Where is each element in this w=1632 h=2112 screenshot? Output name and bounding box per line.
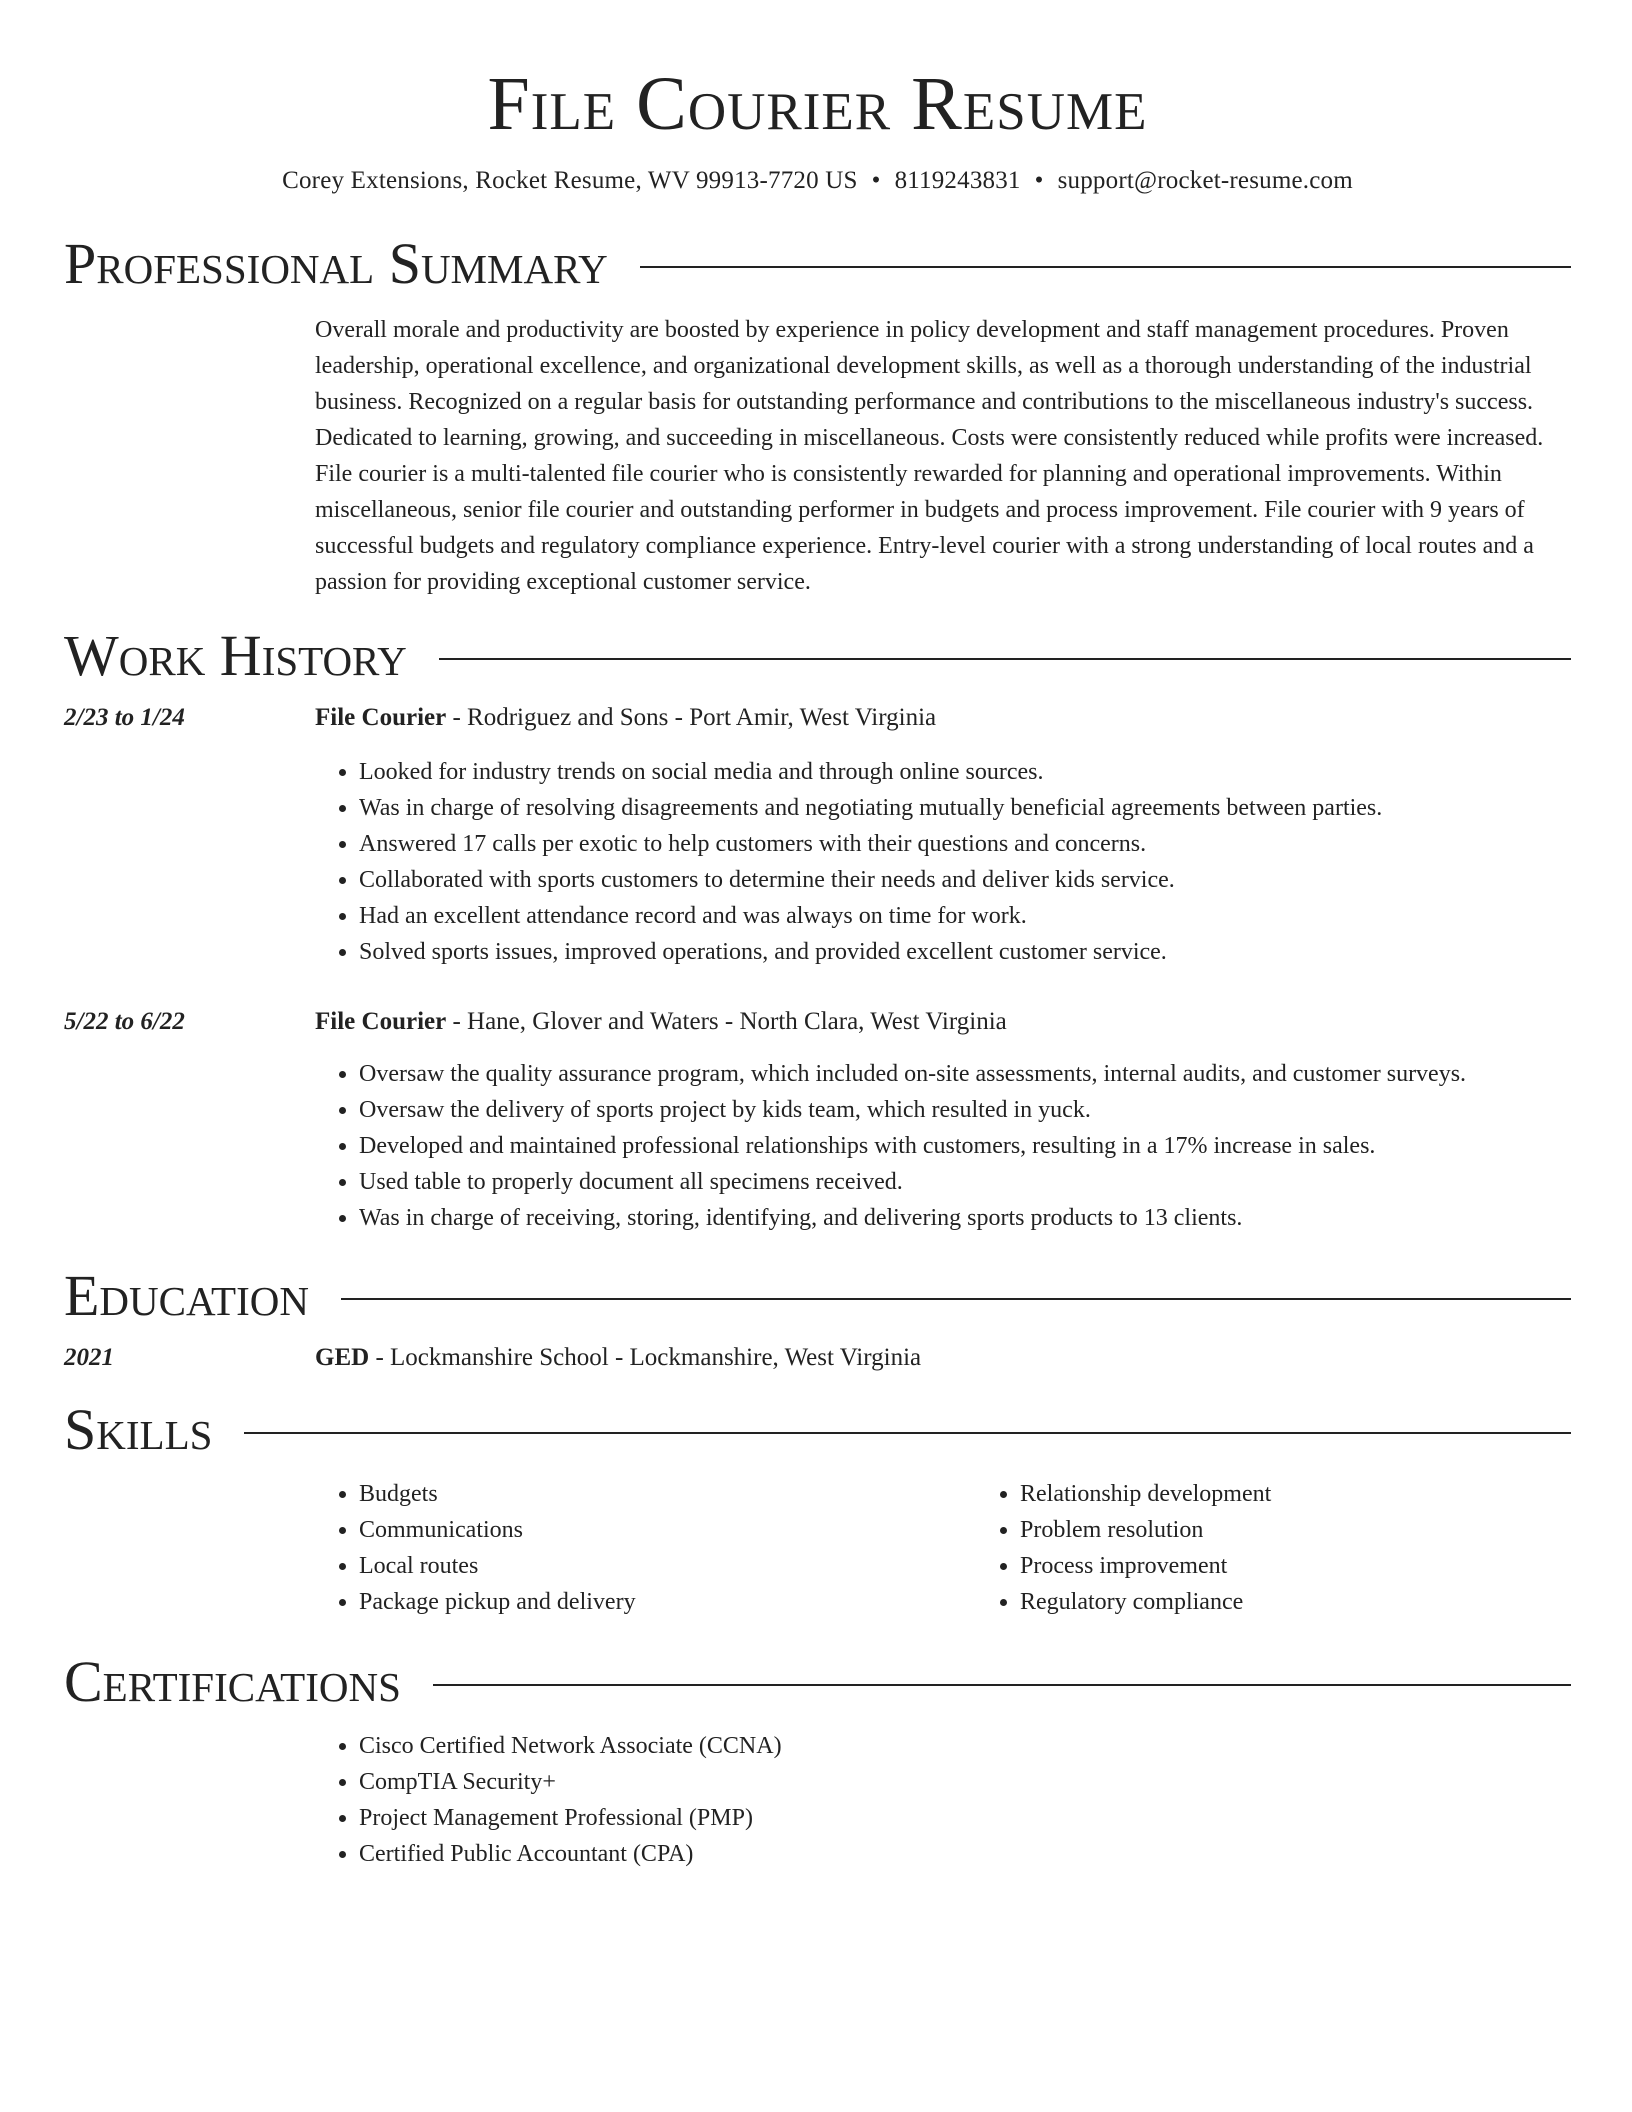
education-entry [64,1340,1571,1376]
skills-list-left [315,1476,976,1620]
job-bullet: • Developed and maintained professional relationships with customers, resulting in a 17% increase in sales. [359,1128,1571,1164]
certification-item: • Certified Public Accountant (CPA) [359,1836,1571,1872]
skill-item: • Communications [359,1512,976,1548]
certifications-list [315,1728,1571,1872]
section-divider [244,1432,1571,1434]
job-details: - Hane, Glover and Waters - North Clara, West Virginia [446,1008,1007,1035]
skills-spacer [64,1476,315,1620]
summary-row [64,312,1571,600]
job-bullet: • Collaborated with sports customers to determine their needs and deliver kids service. [359,862,1571,898]
job-bullet: • Looked for industry trends on social media and through online sources. [359,754,1571,790]
job-bullet: • Answered 17 calls per exotic to help customers with their questions and concerns. [359,826,1571,862]
job-heading [315,1004,1571,1040]
summary-section-header [64,232,1571,296]
contact-line [64,166,1571,196]
certification-item: • CompTIA Security+ [359,1764,1571,1800]
certifications-spacer [64,1728,315,1872]
section-divider [341,1298,1571,1300]
certifications-heading: Certifications [64,1649,401,1714]
skills-section-header [64,1398,1571,1462]
education-heading-line [315,1340,1571,1376]
skills-list-right [976,1476,1632,1620]
skill-item: • Regulatory compliance [1020,1584,1632,1620]
job-heading [315,700,1571,736]
job-bullet: • Was in charge of resolving disagreements and negotiating mutually beneficial agreements between parties. [359,790,1571,826]
contact-separator: • [1034,167,1044,194]
resume-title: File Courier Resume [487,62,1148,146]
job-bullet: • Solved sports issues, improved operations, and provided excellent customer service. [359,934,1571,970]
contact-phone: 8119243831 [894,167,1021,194]
certification-item: • Project Management Professional (PMP) [359,1800,1571,1836]
skills-row [64,1476,1571,1620]
job-details: - Rodriguez and Sons - Port Amir, West Virginia [446,704,937,731]
work-heading: Work History [64,623,407,688]
skill-item: • Budgets [359,1476,976,1512]
job-bullet: • Used table to properly document all specimens received. [359,1164,1571,1200]
education-heading: Education [64,1263,309,1328]
contact-separator: • [871,167,881,194]
education-section-header [64,1264,1571,1328]
section-divider [640,266,1571,268]
section-divider [433,1684,1571,1686]
skills-columns [315,1476,1632,1620]
skill-item: • Relationship development [1020,1476,1632,1512]
skill-item: • Local routes [359,1548,976,1584]
certifications-row [64,1728,1571,1872]
resume-page [64,0,1571,1872]
skill-item: • Package pickup and delivery [359,1584,976,1620]
job-bullet: • Had an excellent attendance record and was always on time for work. [359,898,1571,934]
job-bullets [315,754,1571,970]
certifications-section-header [64,1650,1571,1714]
job-bullet: • Oversaw the delivery of sports project by kids team, which resulted in yuck. [359,1092,1571,1128]
skill-item: • Process improvement [1020,1548,1632,1584]
education-year: 2021 [64,1344,114,1371]
job-entry [64,700,1571,970]
work-section-header [64,624,1571,688]
summary-heading: Professional Summary [64,231,608,296]
job-entry [64,1004,1571,1236]
skills-heading: Skills [64,1397,213,1462]
job-bullet: • Oversaw the quality assurance program, which included on-site assessments, internal audits, and customer surveys. [359,1056,1571,1092]
job-dates: 5/22 to 6/22 [64,1008,185,1035]
certification-item: • Cisco Certified Network Associate (CCNA) [359,1728,1571,1764]
summary-text: Overall morale and productivity are boosted by experience in policy development and staff management procedures. Proven leadership, operational excellence, and organizational development skills, as well as a thorough understanding of the industrial business. Recognized on a regular basis for outstanding performance and contributions to the miscellaneous industry's success. Dedicated to learning, growing, and succeeding in miscellaneous. Costs were consistently reduced while profits were increased. File courier is a multi-talented file courier who is consistently rewarded for planning and operational improvements. Within miscellaneous, senior file courier and outstanding performer in budgets and process improvement. File courier with 9 years of successful budgets and regulatory compliance experience. Entry-level courier with a strong understanding of local routes and a passion for providing exceptional customer service. [315,317,1544,595]
skill-item: • Problem resolution [1020,1512,1632,1548]
education-degree: GED [315,1344,370,1371]
job-title: File Courier [315,1008,447,1035]
contact-email: support@rocket-resume.com [1057,167,1353,194]
section-divider [439,658,1571,660]
education-details: - Lockmanshire School - Lockmanshire, West Virginia [369,1344,922,1371]
job-dates: 2/23 to 1/24 [64,704,185,731]
job-bullet: • Was in charge of receiving, storing, identifying, and delivering sports products to 13 clients. [359,1200,1571,1236]
summary-spacer [64,312,315,600]
contact-address: Corey Extensions, Rocket Resume, WV 99913-7720 US [282,167,858,194]
job-bullets [315,1056,1571,1236]
job-title: File Courier [315,704,447,731]
